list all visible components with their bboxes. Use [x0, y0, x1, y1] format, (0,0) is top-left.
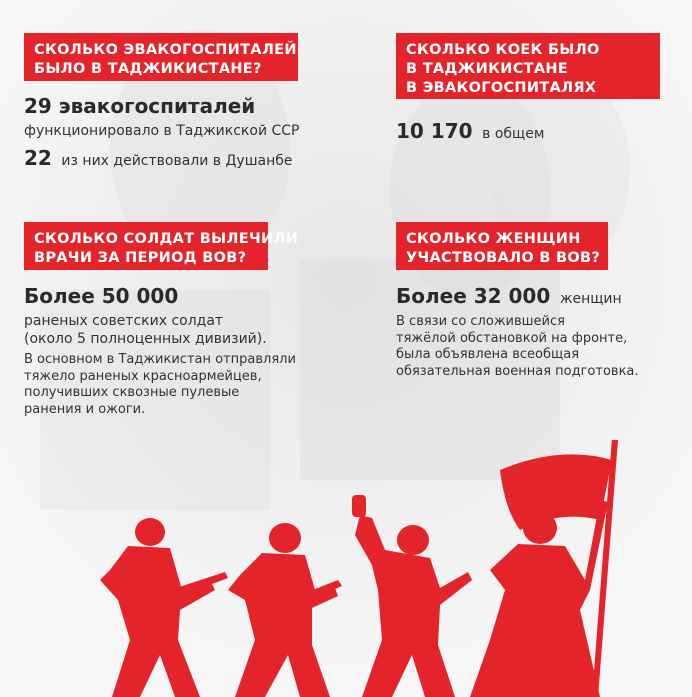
- women-stat: [396, 284, 622, 308]
- title-line: СКОЛЬКО КОЕК БЫЛО: [406, 42, 600, 58]
- paragraph-line: В основном в Таджикистан отправляли: [24, 352, 296, 367]
- soldier-silhouette-2: [228, 523, 342, 697]
- paragraph-line: В связи со сложившейся: [396, 314, 565, 329]
- paragraph-line: тяжёлой обстановкой на фронте,: [396, 330, 628, 346]
- paragraph-line: обязательная военная подготовка.: [396, 363, 639, 379]
- beds-stat: [396, 119, 544, 143]
- title-line: БЫЛО В ТАДЖИКИСТАНЕ?: [34, 61, 262, 77]
- paragraph-line: получивших сквозные пулевые: [24, 385, 240, 400]
- paragraph-line: ранения и ожоги.: [24, 401, 146, 417]
- soldiers-count: Более 50 000: [24, 284, 179, 308]
- title-line: В ТАДЖИКИСТАНЕ: [406, 61, 568, 77]
- question-banner-women: [396, 222, 608, 270]
- soldiers-text: [24, 312, 267, 348]
- question-banner-soldiers: [24, 222, 299, 270]
- soldier-silhouette-4: [470, 440, 618, 697]
- title-line: В ЭВАКОГОСПИТАЛЯХ: [406, 80, 597, 96]
- title-line: УЧАСТВОВАЛО В ВОВ?: [406, 250, 601, 266]
- soldier-silhouette-3: [352, 495, 472, 697]
- question-banner-beds: [396, 33, 660, 99]
- soldiers-stat: [24, 284, 178, 308]
- beds-unit: в общем: [482, 126, 545, 142]
- women-unit: женщин: [559, 291, 622, 307]
- hospitals-stat: [24, 94, 255, 118]
- paragraph-line: была объявлена всеобщая: [396, 347, 580, 362]
- hospitals-count: 29 эвакогоспиталей: [24, 94, 256, 118]
- title-line: СКОЛЬКО ЖЕНЩИН: [406, 231, 581, 247]
- dushanbe-text: из них действовали в Душанбе: [61, 153, 293, 169]
- dushanbe-stat: [24, 146, 293, 170]
- title-line: СКОЛЬКО ЭВАКОГОСПИТАЛЕЙ: [34, 42, 297, 58]
- soldier-silhouette-1: [100, 518, 228, 697]
- title-line: СКОЛЬКО СОЛДАТ ВЫЛЕЧИЛИ: [34, 231, 299, 247]
- text-line: раненых советских солдат: [24, 313, 224, 329]
- title-line: ВРАЧИ ЗА ПЕРИОД ВОВ?: [34, 250, 247, 266]
- soldiers-illustration: [0, 440, 692, 697]
- paragraph-line: тяжело раненых красноармейцев,: [24, 368, 262, 384]
- dushanbe-count: 22: [24, 146, 52, 170]
- women-count: Более 32 000: [396, 284, 551, 308]
- question-banner-hospitals: [24, 33, 298, 81]
- women-paragraph: [396, 314, 639, 380]
- text-line: (около 5 полноценных дивизий).: [24, 331, 267, 347]
- hospitals-stat-text: функционировало в Таджикской ССР: [24, 123, 300, 139]
- beds-count: 10 170: [396, 119, 473, 143]
- soldiers-paragraph: [24, 352, 296, 418]
